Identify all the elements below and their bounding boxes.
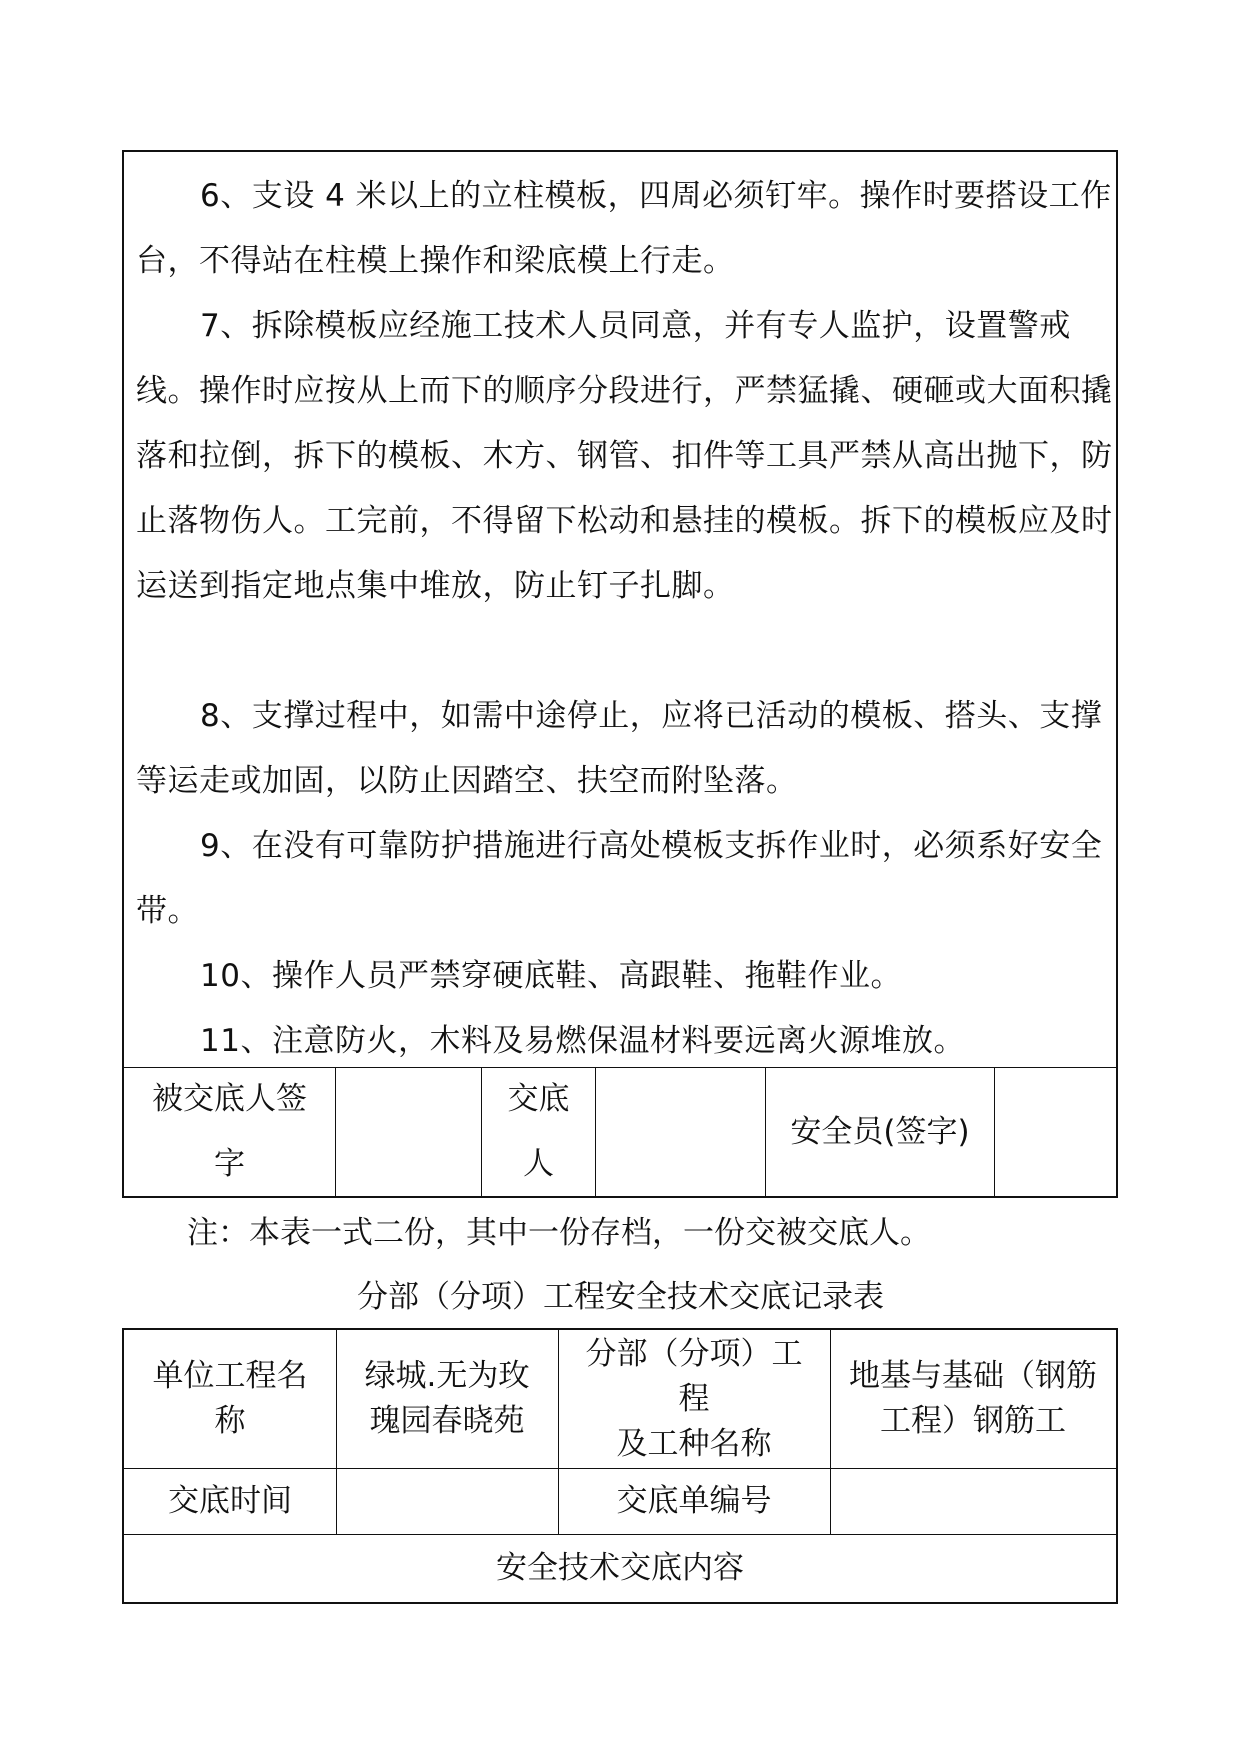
briefing-time-field[interactable] — [336, 1468, 558, 1534]
briefer-label: 交底 人 — [482, 1068, 596, 1196]
briefing-time-label: 交底时间 — [168, 1482, 292, 1519]
safety-officer-label: 安全员(签字) — [766, 1068, 995, 1196]
item-11-paragraph: 11、注意防火，木料及易燃保温材料要远离火源堆放。 — [200, 1023, 965, 1059]
signature-row — [124, 1067, 1116, 1196]
briefing-number-field[interactable] — [830, 1468, 1116, 1534]
recipient-signature-field[interactable] — [336, 1068, 482, 1196]
briefing-number-label: 交底单编号 — [616, 1482, 772, 1519]
item-6-paragraph: 6、支设 4 米以上的立柱模板，四周必须钉牢。操作时要搭设工作台，不得站在柱模上操作和梁底模上行走。 — [136, 178, 1112, 279]
briefer-signature-field[interactable] — [596, 1068, 766, 1196]
briefing-content — [136, 164, 1116, 1074]
briefing-table-continued — [122, 150, 1118, 1198]
safety-officer-signature-field[interactable] — [995, 1068, 1116, 1196]
item-9-paragraph: 9、在没有可靠防护措施进行高处模板支拆作业时，必须系好安全带。 — [136, 828, 1103, 929]
sub-project-label: 分部（分项）工 程 及工种名称 — [585, 1335, 803, 1462]
item-7-paragraph: 7、拆除模板应经施工技术人员同意，并有专人监护，设置警戒线。操作时应按从上而下的顺序分段进行，严禁猛撬、硬砸或大面积撬落和拉倒，拆下的模板、木方、钢管、扣件等工具严禁从高出抛下，防止落物伤人。工完前，不得留下松动和悬挂的模板。拆下的模板应及时运送到指定地点集中堆放，防止钉子扎脚。 — [136, 308, 1113, 604]
unit-project-value: 绿城.无为玫 瑰园春晓苑 — [364, 1358, 530, 1439]
table-note: 注：本表一式二份，其中一份存档，一份交被交底人。 — [187, 1215, 931, 1251]
recipient-signature-label: 被交底人签 字 — [124, 1068, 336, 1196]
sub-project-value: 地基与基础（钢筋 工程）钢筋工 — [849, 1358, 1097, 1439]
form-title: 分部（分项）工程安全技术交底记录表 — [357, 1279, 884, 1315]
item-10-paragraph: 10、操作人员严禁穿硬底鞋、高跟鞋、拖鞋作业。 — [200, 958, 902, 994]
briefing-record-form — [122, 1328, 1118, 1604]
unit-project-label: 单位工程名 称 — [152, 1358, 308, 1439]
content-header: 安全技术交底内容 — [496, 1549, 744, 1586]
item-8-paragraph: 8、支撑过程中，如需中途停止，应将已活动的模板、搭头、支撑等运走或加固，以防止因踏空、扶空而附坠落。 — [136, 698, 1103, 799]
